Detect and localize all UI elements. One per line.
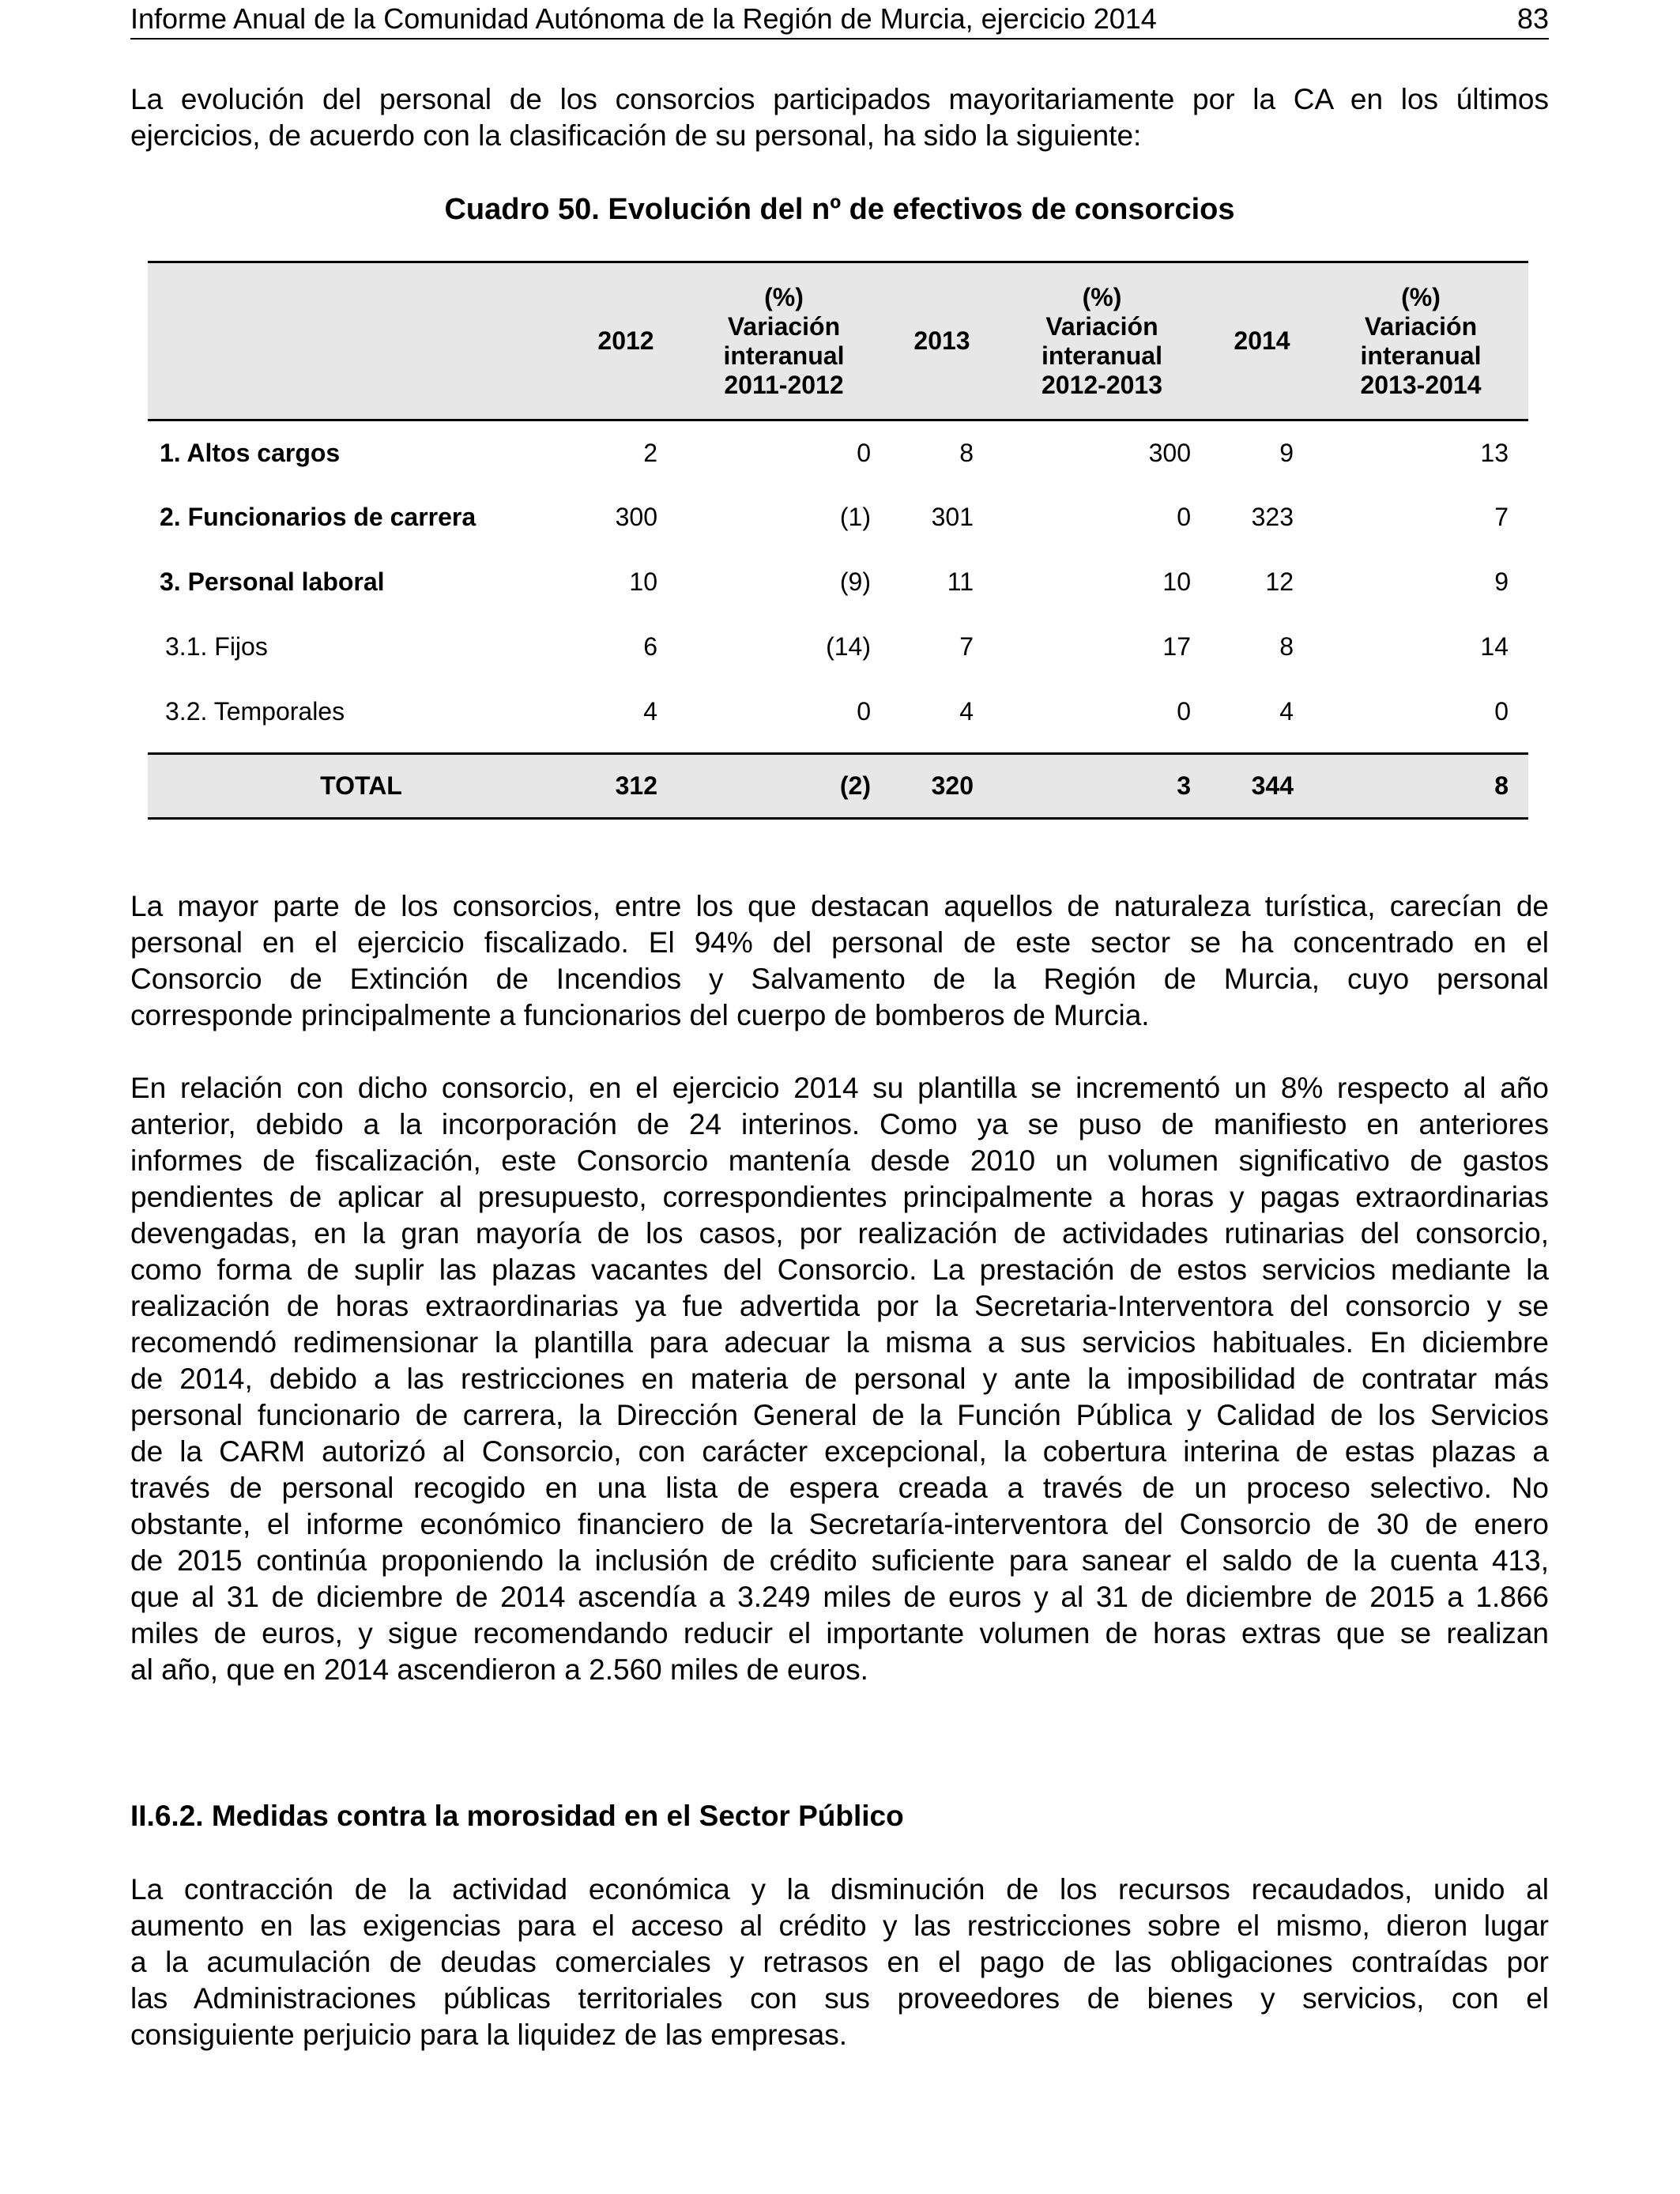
text-line: obstante, el informe económico financiero de la Secretaría-interventora del Consorcio de 30 de enero bbox=[130, 1508, 1549, 1540]
text-line: de 2015 continúa proponiendo la inclusión de crédito suficiente para sanear el saldo de la cuenta 413, bbox=[130, 1544, 1549, 1577]
text-line: La mayor parte de los consorcios, entre los que destacan aquellos de naturaleza turística, carecían de bbox=[130, 890, 1549, 922]
header-var-2013-2014: (%) Variación interanual 2013-2014 bbox=[1360, 282, 1482, 399]
table-row bbox=[148, 615, 1528, 680]
total-value: 320 bbox=[891, 754, 993, 819]
cell-value: 9 bbox=[1279, 438, 1294, 467]
header-var-2011-2012: (%) Variación interanual 2011-2012 bbox=[723, 282, 845, 399]
cell-value: 301 bbox=[931, 503, 974, 531]
text-line: miles de euros, y sigue recomendando reducir el importante volumen de horas extras que se realizan bbox=[130, 1617, 1549, 1649]
header-var-2012-2013: (%) Variación interanual 2012-2013 bbox=[1041, 282, 1163, 399]
header-cell bbox=[1313, 262, 1528, 420]
text-line: personal funcionario de carrera, la Dirección General de la Función Pública y Calidad de los Servicios bbox=[130, 1399, 1549, 1431]
cell-value: 2 bbox=[643, 438, 657, 467]
cell-value: 4 bbox=[1279, 697, 1294, 726]
header-cell bbox=[148, 262, 574, 420]
header-2014: 2014 bbox=[1234, 326, 1290, 355]
paragraph-consortia bbox=[130, 888, 1549, 1034]
row-label: 3.1. Fijos bbox=[165, 632, 268, 661]
text-line: corresponde principalmente a funcionarios del cuerpo de bomberos de Murcia. bbox=[130, 999, 1150, 1031]
page-header bbox=[130, 0, 1549, 40]
cell-value: (9) bbox=[839, 567, 871, 596]
cell-value: 300 bbox=[615, 503, 657, 531]
header-title: Informe Anual de la Comunidad Autónoma de la Región de Murcia, ejercicio 2014 bbox=[130, 2, 1157, 35]
cell-value: 9 bbox=[1494, 567, 1509, 596]
cell-value: 10 bbox=[1162, 567, 1191, 596]
header-cell bbox=[1211, 262, 1313, 420]
table-row bbox=[148, 485, 1528, 550]
row-label: 3.2. Temporales bbox=[165, 697, 345, 726]
text-line: al año, que en 2014 ascendieron a 2.560 miles de euros. bbox=[130, 1653, 868, 1686]
row-label: 2. Funcionarios de carrera bbox=[160, 503, 477, 531]
text-line: pendientes de aplicar al presupuesto, correspondientes principalmente a horas y pagas extraordinarias bbox=[130, 1181, 1549, 1213]
cell-value: 6 bbox=[643, 632, 657, 661]
text-line: de 2014, debido a las restricciones en materia de personal y ante la imposibilidad de contratar más bbox=[130, 1363, 1549, 1395]
cell-value: 14 bbox=[1480, 632, 1509, 661]
cell-value: 0 bbox=[857, 697, 871, 726]
intro-paragraph bbox=[130, 81, 1549, 154]
cell-value: 10 bbox=[629, 567, 657, 596]
text-line: ejercicios, de acuerdo con la clasificación de su personal, ha sido la siguiente: bbox=[130, 119, 1142, 152]
row-label: 1. Altos cargos bbox=[160, 438, 341, 467]
cell-value: (1) bbox=[839, 503, 871, 531]
section-heading: II.6.2. Medidas contra la morosidad en el Sector Público bbox=[130, 1800, 904, 1832]
table-total-row bbox=[148, 754, 1528, 819]
cell-value: (14) bbox=[826, 632, 871, 661]
cell-value: 300 bbox=[1148, 438, 1191, 467]
cell-value: 7 bbox=[959, 632, 974, 661]
table-row bbox=[148, 550, 1528, 615]
text-line: devengadas, en la gran mayoría de los casos, por realización de actividades rutinarias del consorcio, bbox=[130, 1217, 1549, 1250]
text-line: recomendó redimensionar la plantilla para adecuar la misma a sus servicios habituales. En diciembre bbox=[130, 1326, 1549, 1359]
table-row bbox=[148, 680, 1528, 745]
cell-value: 323 bbox=[1251, 503, 1294, 531]
page-number: 83 bbox=[1516, 2, 1549, 35]
table-caption: Cuadro 50. Evolución del nº de efectivos de consorcios bbox=[444, 193, 1235, 226]
text-line: a la acumulación de deudas comerciales y retrasos en el pago de las obligaciones contraídas por bbox=[130, 1946, 1549, 1978]
header-cell bbox=[993, 262, 1211, 420]
text-line: través de personal recogido en una lista de espera creada a través de un proceso selectivo. No bbox=[130, 1472, 1549, 1504]
text-line: las Administraciones públicas territoriales con sus proveedores de bienes y servicios, con el bbox=[130, 1982, 1549, 2015]
text-line: personal en el ejercicio fiscalizado. El 94% del personal de este sector se ha concentrado en el bbox=[130, 926, 1549, 959]
header-cell bbox=[574, 262, 677, 420]
text-line: La contracción de la actividad económica y la disminución de los recursos recaudados, unido al bbox=[130, 1873, 1549, 1906]
cell-value: 11 bbox=[947, 567, 974, 596]
text-line: Consorcio de Extinción de Incendios y Salvamento de la Región de Murcia, cuyo personal bbox=[130, 963, 1549, 995]
table-header-row bbox=[148, 262, 1528, 420]
text-line: consiguiente perjuicio para la liquidez de las empresas. bbox=[130, 2019, 848, 2051]
cell-value: 0 bbox=[857, 438, 871, 467]
cell-value: 17 bbox=[1162, 632, 1191, 661]
total-value: 8 bbox=[1313, 754, 1528, 819]
cell-value: 12 bbox=[1265, 567, 1294, 596]
cell-value: 0 bbox=[1177, 503, 1191, 531]
total-value: 344 bbox=[1211, 754, 1313, 819]
row-label: 3. Personal laboral bbox=[160, 567, 385, 596]
header-cell bbox=[677, 262, 891, 420]
paragraph-fire-consortium bbox=[130, 1070, 1549, 1688]
text-line: aumento en las exigencias para el acceso al crédito y las restricciones sobre el mismo, dieron lugar bbox=[130, 1909, 1549, 1942]
cell-value: 8 bbox=[959, 438, 974, 467]
text-line: realización de horas extraordinarias ya fue advertida por la Secretaria-Interventora del consorcio y se bbox=[130, 1290, 1549, 1322]
cell-value: 8 bbox=[1279, 632, 1294, 661]
header-2013: 2013 bbox=[913, 326, 970, 355]
paragraph-morosidad bbox=[130, 1872, 1549, 2053]
cell-value: 13 bbox=[1480, 438, 1509, 467]
text-line: como forma de suplir las plazas vacantes del Consorcio. La prestación de estos servicios mediante la bbox=[130, 1253, 1549, 1286]
total-value: 312 bbox=[574, 754, 677, 819]
personnel-table bbox=[148, 261, 1528, 820]
table-row bbox=[148, 420, 1528, 485]
text-line: de la CARM autorizó al Consorcio, con carácter excepcional, la cobertura interina de estas plazas a bbox=[130, 1435, 1549, 1468]
cell-value: 7 bbox=[1494, 503, 1509, 531]
cell-value: 0 bbox=[1494, 697, 1509, 726]
cell-value: 4 bbox=[643, 697, 657, 726]
total-value: 3 bbox=[993, 754, 1211, 819]
cell-value: 0 bbox=[1177, 697, 1191, 726]
total-value: (2) bbox=[677, 754, 891, 819]
cell-value: 4 bbox=[959, 697, 974, 726]
header-cell bbox=[891, 262, 993, 420]
text-line: informes de fiscalización, este Consorcio mantenía desde 2010 un volumen significativo de gastos bbox=[130, 1144, 1549, 1177]
text-line: que al 31 de diciembre de 2014 ascendía a 3.249 miles de euros y al 31 de diciembre de 2015 a 1.866 bbox=[130, 1581, 1549, 1613]
text-line: En relación con dicho consorcio, en el ejercicio 2014 su plantilla se incrementó un 8% respecto al año bbox=[130, 1072, 1549, 1104]
total-label: TOTAL bbox=[148, 754, 574, 819]
table-spacer bbox=[148, 745, 1528, 754]
text-line: La evolución del personal de los consorcios participados mayoritariamente por la CA en los últimos bbox=[130, 83, 1549, 115]
header-2012: 2012 bbox=[597, 326, 654, 355]
text-line: anterior, debido a la incorporación de 24 interinos. Como ya se puso de manifiesto en anteriores bbox=[130, 1108, 1549, 1140]
